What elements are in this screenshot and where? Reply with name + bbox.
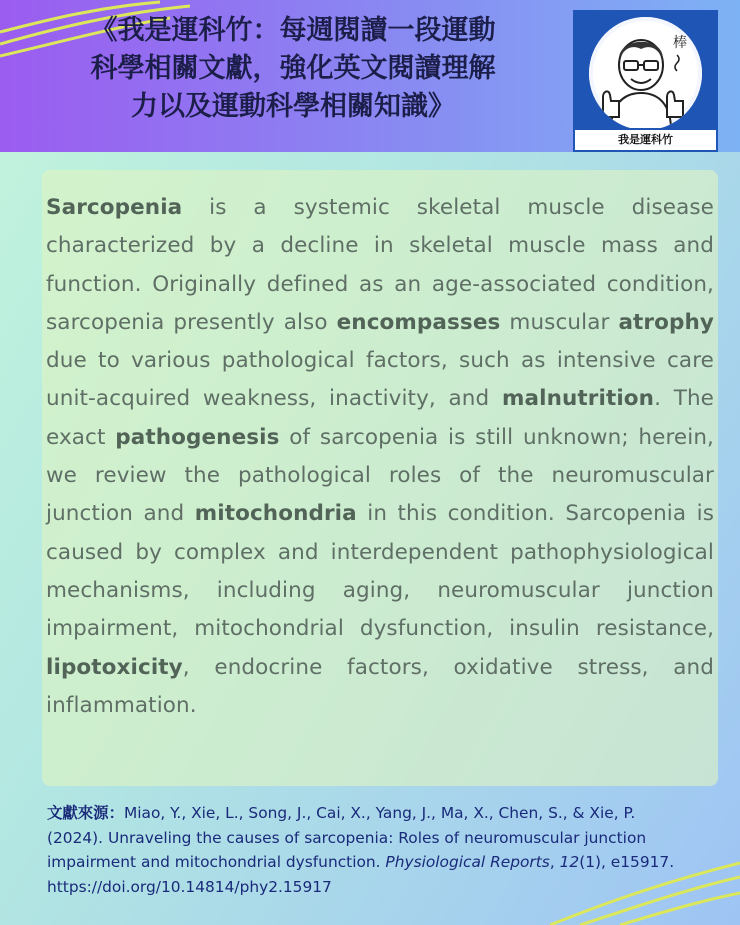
page-title [28, 12, 558, 126]
reference-doi-link[interactable]: https://doi.org/10.14814/phy2.15917 [47, 877, 332, 896]
cartoon-man-thumbs-up-icon [589, 17, 702, 130]
abstract-text: , endocrine factors, oxidative stress, and inflammation. [46, 654, 714, 718]
title-line-1: 《我是運科竹：每週閱讀一段運動 [90, 15, 496, 46]
title-line-2: 科學相關文獻，強化英文閱讀理解 [90, 53, 496, 84]
reference-citation [47, 801, 687, 899]
logo-avatar-circle [589, 17, 702, 130]
abstract-keyword: mitochondria [194, 501, 357, 527]
reference-journal: Physiological Reports [385, 853, 550, 871]
abstract-keyword: malnutrition [502, 386, 655, 412]
title-line-3: 力以及運動科學相關知識》 [131, 91, 455, 122]
logo-caption: 我是運科竹 [573, 128, 718, 152]
abstract-keyword: atrophy [618, 309, 715, 335]
abstract-keyword: Sarcopenia [46, 195, 183, 220]
abstract-text: in this condition. Sarcopenia is caused by complex and interdependent pathophysiological mechanisms, including aging, neuromuscular junction impairment, mitochondrial dysfunction, insulin resistance, [46, 501, 714, 642]
abstract-text: muscular [500, 309, 619, 335]
logo-doodle-text: 棒 [673, 35, 687, 51]
reference-comma: , [549, 853, 560, 871]
abstract-text: . The exact [46, 386, 715, 450]
abstract-keyword: pathogenesis [115, 424, 280, 450]
brand-logo [573, 10, 718, 152]
reference-volume: 12 [559, 853, 580, 871]
abstract-text: due to various pathological factors, such as intensive care unit-acquired weakness, inactivity, and [46, 348, 714, 412]
reference-authors-title: Miao, Y., Xie, L., Song, J., Cai, X., Yang, J., Ma, X., Chen, S., & Xie, P. (2024). Unraveling the causes of sarcopenia: Roles of neuromuscular junction impairment and mitochondrial dysfunction. [47, 804, 647, 871]
abstract-text: of sarcopenia is still unknown; herein, we review the pathological roles of the neuromuscular junction and [46, 424, 714, 527]
abstract-paragraph [46, 189, 714, 725]
reference-issue-page: (1), e15917. [579, 853, 675, 871]
abstract-keyword: lipotoxicity [46, 654, 183, 680]
reference-label: 文獻來源： [47, 804, 124, 822]
abstract-keyword: encompasses [336, 309, 501, 335]
abstract-text: is a systemic skeletal muscle disease characterized by a decline in skeletal muscle mass and function. Originally defined as an age-associated condition, sarcopenia presently also [46, 195, 714, 335]
